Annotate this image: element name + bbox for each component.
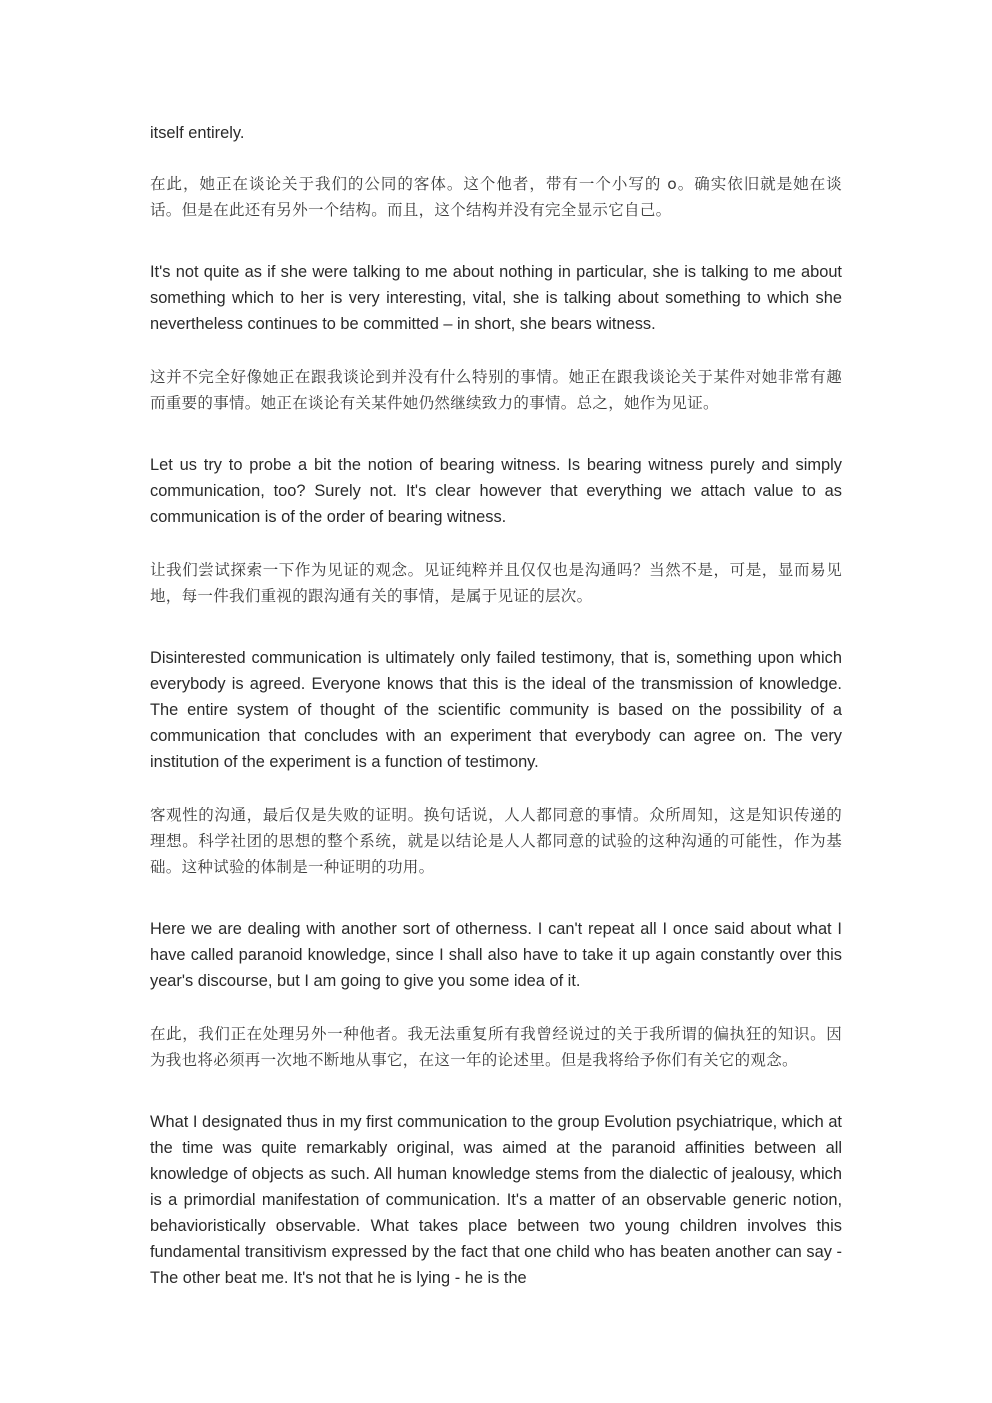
paragraph-zh-4: 客观性的沟通，最后仅是失败的证明。换句话说，人人都同意的事情。众所周知，这是知识传递的理想。科学社团的思想的整个系统，就是以结论是人人都同意的试验的这种沟通的可能性，作为基础。这种试验的体制是一种证明的功用。 <box>150 806 842 876</box>
paragraph-zh-2: 这并不完全好像她正在跟我谈论到并没有什么特别的事情。她正在跟我谈论关于某件对她非常有趣而重要的事情。她正在谈论有关某件她仍然继续致力的事情。总之，她作为见证。 <box>150 368 842 412</box>
paragraph-en-3: Let us try to probe a bit the notion of bearing witness. Is bearing witness purely and simply communication, too? Surely not. It's clear however that everything we attach value to as communication is of the order of bearing witness. <box>150 456 842 526</box>
paragraph-en-4: Disinterested communication is ultimately only failed testimony, that is, something upon which everybody is agreed. Everyone knows that this is the ideal of the transmission of knowledge. The entire system of thought of the scientific community is based on the possibility of a communication that concludes with an experiment that everybody can agree on. The very institution of the experiment is a function of testimony. <box>150 649 842 771</box>
paragraph-zh-3: 让我们尝试探索一下作为见证的观念。见证纯粹并且仅仅也是沟通吗？当然不是，可是，显而易见地，每一件我们重视的跟沟通有关的事情，是属于见证的层次。 <box>150 561 842 605</box>
paragraph-en-5: Here we are dealing with another sort of otherness. I can't repeat all I once said about what I have called paranoid knowledge, since I shall also have to take it up again constantly over this year's discourse, but I am going to give you some idea of it. <box>150 920 842 990</box>
paragraph-en-2: It's not quite as if she were talking to me about nothing in particular, she is talking to me about something which to her is very interesting, vital, she is talking about something to which she nevertheless continues to be committed – in short, she bears witness. <box>150 263 842 333</box>
paragraph-en-6: What I designated thus in my first communication to the group Evolution psychiatrique, which at the time was quite remarkably original, was aimed at the paranoid affinities between all knowledge of objects as such. All human knowledge stems from the dialectic of jealousy, which is a primordial manifestation of communication. It's a matter of an observable generic notion, behavioristically observable. What takes place between two young children involves this fundamental transitivism expressed by the fact that one child who has beaten another can say - The other beat me. It's not that he is lying - he is the <box>150 1113 842 1287</box>
paragraph-zh-5: 在此，我们正在处理另外一种他者。我无法重复所有我曾经说过的关于我所谓的偏执狂的知识。因为我也将必须再一次地不断地从事它，在这一年的论述里。但是我将给予你们有关它的观念。 <box>150 1025 842 1069</box>
document-page <box>150 120 842 1318</box>
paragraph-en-1: itself entirely. <box>150 124 245 142</box>
paragraph-zh-1: 在此，她正在谈论关于我们的公同的客体。这个他者，带有一个小写的 o。确实依旧就是她在谈话。但是在此还有另外一个结构。而且，这个结构并没有完全显示它自己。 <box>150 175 842 219</box>
